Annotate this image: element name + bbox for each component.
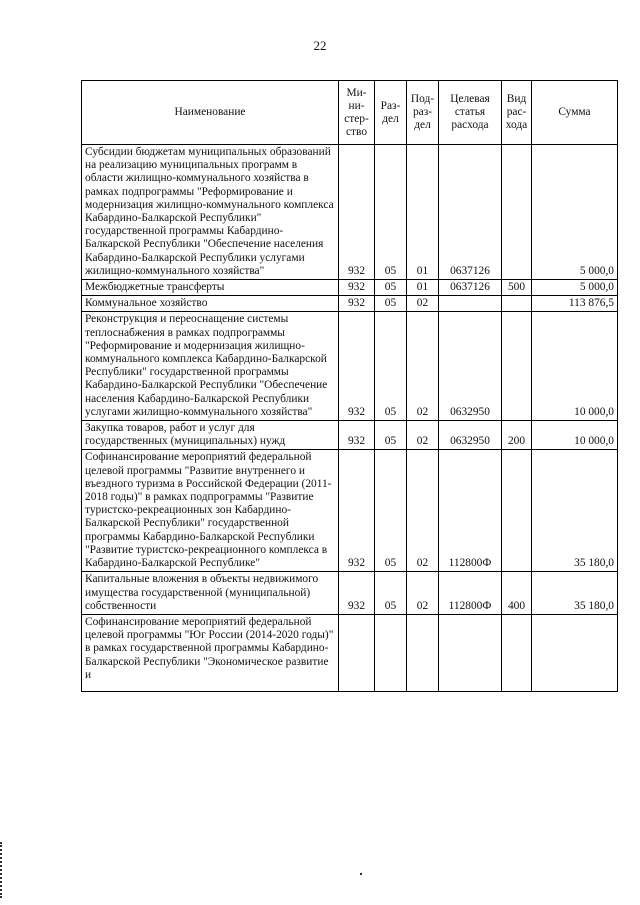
scan-dot (360, 873, 362, 875)
row-target: 112800Ф (439, 450, 502, 572)
row-section: 05 (375, 421, 407, 450)
row-subsection: 01 (407, 145, 439, 280)
row-sum: 35 180,0 (532, 450, 618, 572)
row-type (502, 145, 532, 280)
row-sum: 5 000,0 (532, 280, 618, 296)
table-row (82, 312, 618, 421)
budget-table (81, 80, 618, 692)
table-header-row (82, 81, 618, 145)
row-section (375, 614, 407, 691)
row-type (502, 450, 532, 572)
row-section: 05 (375, 145, 407, 280)
row-name: Закупка товаров, работ и услуг для государственных (муниципальных) нужд (82, 421, 339, 450)
row-subsection (407, 614, 439, 691)
row-name: Софинансирование мероприятий федеральной целевой программы "Развитие внутреннего и въездного туризма в Российской Федерации (2011-2018 годы)" в рамках подпрограммы "Развитие туристско-рекреационных зон Кабардино-Балкарской Республики" государственной программы Кабардино-Балкарской Республики "Развитие туристско-рекреационного комплекса в Кабардино-Балкарской Республике" (82, 450, 339, 572)
row-ministry: 932 (339, 145, 375, 280)
row-section: 05 (375, 296, 407, 312)
header-name: Наименование (82, 81, 339, 145)
row-section: 05 (375, 450, 407, 572)
row-type: 200 (502, 421, 532, 450)
row-target: 0637126 (439, 145, 502, 280)
table-row-partial (82, 614, 618, 691)
row-name: Реконструкция и переоснащение системы теплоснабжения в рамках подпрограммы "Реформирование и модернизация жилищно-коммунального комплекса Кабардино-Балкарской Республики" государственной программы Кабардино-Балкарской Республики "Обеспечение населения Кабардино-Балкарской Республики услугами жилищно-коммунального хозяйства" (82, 312, 339, 421)
header-sum: Сумма (532, 81, 618, 145)
row-ministry: 932 (339, 296, 375, 312)
row-name: Софинансирование мероприятий федеральной целевой программы "Юг России (2014-2020 годы)" в рамках государственной программы Кабардино-Балкарской Республики "Экономическое развитие и (82, 614, 339, 691)
row-sum (532, 614, 618, 691)
row-section: 05 (375, 312, 407, 421)
row-ministry: 932 (339, 312, 375, 421)
row-target: 0637126 (439, 280, 502, 296)
row-name: Межбюджетные трансферты (82, 280, 339, 296)
table-row (82, 421, 618, 450)
row-type: 500 (502, 280, 532, 296)
row-type (502, 312, 532, 421)
table-row (82, 296, 618, 312)
row-ministry: 932 (339, 572, 375, 615)
row-name: Субсидии бюджетам муниципальных образований на реализацию муниципальных программ в области жилищно-коммунального хозяйства в рамках подпрограммы "Реформирование и модернизация жилищно-коммунального комплекса Кабардино-Балкарской Республики" государственной программы Кабардино-Балкарской Республики "Обеспечение населения Кабардино-Балкарской Республики услугами жилищно-коммунального хозяйства" (82, 145, 339, 280)
table-row (82, 145, 618, 280)
row-name: Капитальные вложения в объекты недвижимого имущества государственной (муниципальной) собственности (82, 572, 339, 615)
row-subsection: 01 (407, 280, 439, 296)
page-number: 22 (313, 38, 327, 53)
row-target (439, 296, 502, 312)
row-sum: 5 000,0 (532, 145, 618, 280)
table-row (82, 280, 618, 296)
table-row (82, 572, 618, 615)
header-ministry: Ми- ни- стер- ство (339, 81, 375, 145)
row-subsection: 02 (407, 296, 439, 312)
row-ministry: 932 (339, 280, 375, 296)
row-target: 0632950 (439, 312, 502, 421)
row-target (439, 614, 502, 691)
header-target: Целевая статья расхода (439, 81, 502, 145)
row-section: 05 (375, 572, 407, 615)
header-type: Вид рас- хода (502, 81, 532, 145)
row-subsection: 02 (407, 572, 439, 615)
row-subsection: 02 (407, 450, 439, 572)
row-target: 112800Ф (439, 572, 502, 615)
row-section: 05 (375, 280, 407, 296)
row-ministry (339, 614, 375, 691)
row-target: 0632950 (439, 421, 502, 450)
row-type: 400 (502, 572, 532, 615)
scan-edge-marks (0, 842, 4, 898)
row-subsection: 02 (407, 312, 439, 421)
row-sum: 10 000,0 (532, 421, 618, 450)
row-sum: 35 180,0 (532, 572, 618, 615)
header-section: Раз- дел (375, 81, 407, 145)
row-type (502, 296, 532, 312)
row-ministry: 932 (339, 450, 375, 572)
row-name: Коммунальное хозяйство (82, 296, 339, 312)
table-row (82, 450, 618, 572)
header-subsection: Под- раз- дел (407, 81, 439, 145)
row-type (502, 614, 532, 691)
row-sum: 113 876,5 (532, 296, 618, 312)
row-subsection: 02 (407, 421, 439, 450)
row-ministry: 932 (339, 421, 375, 450)
row-sum: 10 000,0 (532, 312, 618, 421)
